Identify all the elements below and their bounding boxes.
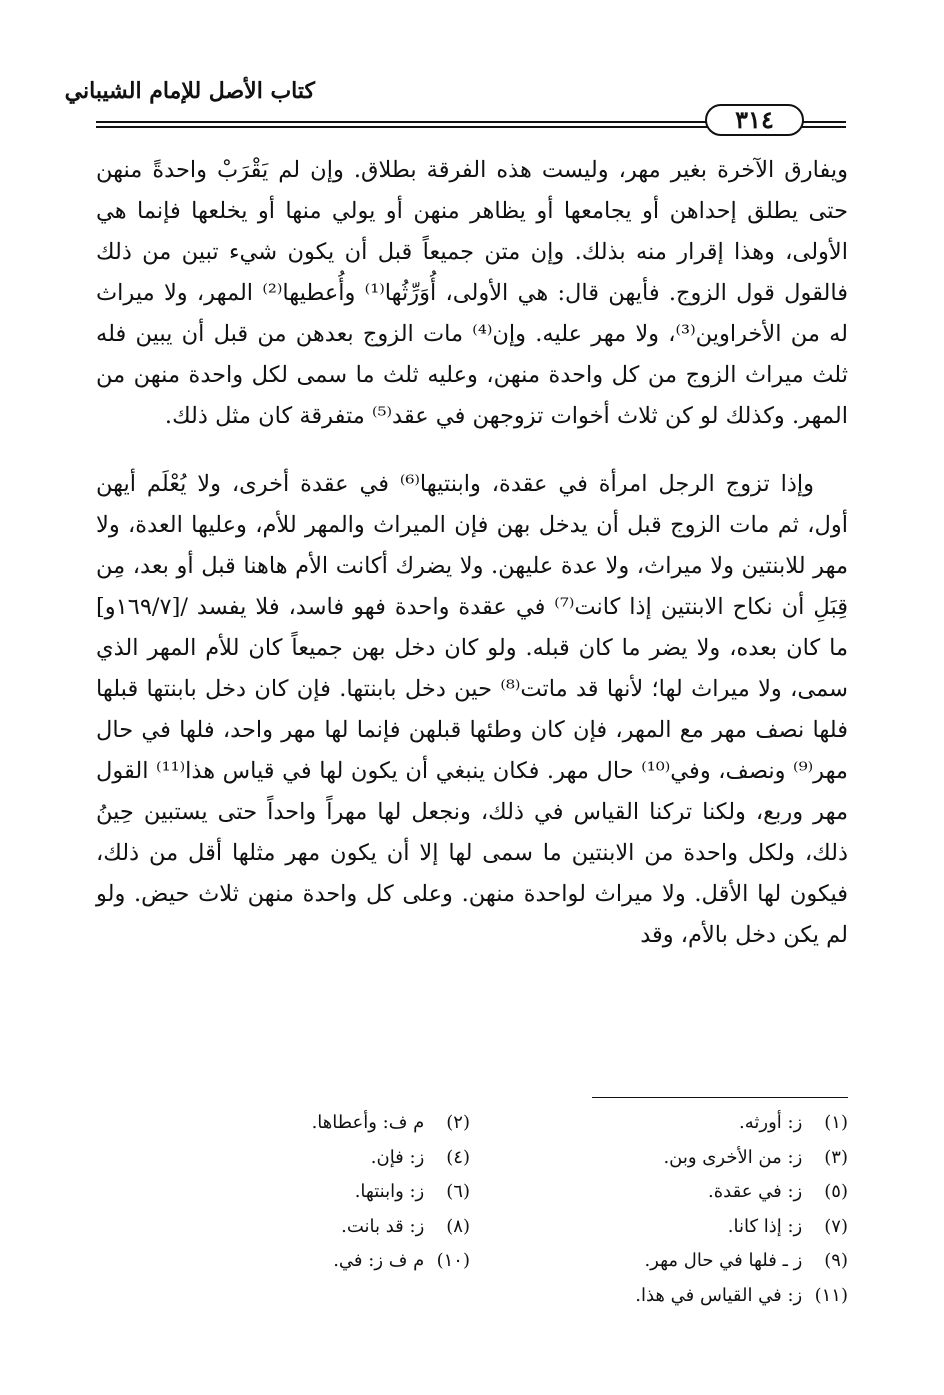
paragraph-1: ويفارق الآخرة بغير مهر، وليست هذه الفرقة بطلاق. وإن لم يَقْرَبْ واحدةً منهن حتى يطلق إحداهن أو يجامعها أو يظاهر منهن أو يولي منها أو يخلعها فإنما هي الأولى، وهذا إقرار منه بذلك. وإن متن جميعاً قبل أن يكون شيء تبين من ذلك فالقول قول الزوج. فأيهن قال: هي الأولى، أُوَرِّثُها⁽¹⁾ وأُعطيها⁽²⁾ المهر، ولا ميراث له من الأخراوين⁽³⁾، ولا مهر عليه. وإن⁽⁴⁾ مات الزوج بعدهن من قبل أن يبين فله ثلث ميراث الزوج من كل واحدة منهن، وعليه ثلث ما سمى لكل واحدة منهن من المهر. وكذلك لو كن ثلاث أخوات تزوجهن في عقد⁽⁵⁾ متفرقة كان مثل ذلك.: [96, 157, 848, 429]
footnote-10: (١٠) م ف ز: في.: [333, 1250, 470, 1271]
page-number-badge: ٣١٤: [705, 104, 804, 136]
footnote-separator: [592, 1097, 848, 1098]
main-text: [96, 150, 848, 956]
footnote-9: (٩) ز ـ فلها في حال مهر.: [644, 1250, 848, 1271]
running-header-title: كتاب الأصل للإمام الشيباني: [64, 78, 315, 104]
footnote-1: (١) ز: أورثه.: [739, 1112, 848, 1133]
footnote-6: (٦) ز: وابنتها.: [354, 1181, 470, 1202]
footnotes: [96, 1106, 848, 1313]
footnote-11: (١١) ز: في القياس في هذا.: [635, 1284, 848, 1306]
footnote-5: (٥) ز: في عقدة.: [708, 1181, 848, 1202]
footnote-4: (٤) ز: فإن.: [370, 1146, 470, 1168]
footnote-7: (٧) ز: إذا كانا.: [727, 1215, 848, 1237]
footnote-8: (٨) ز: قد بانت.: [341, 1215, 470, 1237]
paragraph-2: وإذا تزوج الرجل امرأة في عقدة، وابنتيها⁽⁶⁾ في عقدة أخرى، ولا يُعْلَم أيهن أول، ثم مات الزوج قبل أن يدخل بهن فإن الميراث والمهر للأم، وعليها العدة، ولا مهر للابنتين ولا ميراث، ولا عدة عليهن. ولا يضرك أكانت الأم هاهنا قبل أو بعد، مِن قِبَلِ أن نكاح الابنتين إذا كانت⁽⁷⁾ في عقدة واحدة فهو فاسد، فلا يفسد /[١٦٩/٧و] ما كان بعده، ولا يضر ما كان قبله. ولو كان دخل بهن جميعاً كان للأم المهر الذي سمى، ولا ميراث لها؛ لأنها قد ماتت⁽⁸⁾ حين دخل بابنتها. فإن كان دخل بابنتها قبلها فلها نصف مهر مع المهر، فإن كان وطئها قبلهن فإنما لها مهر واحد، فلها في حال مهر⁽⁹⁾ ونصف، وفي⁽¹⁰⁾ حال مهر. فكان ينبغي أن يكون لها في قياس هذا⁽¹¹⁾ القول مهر وربع، ولكنا تركنا القياس في ذلك، ونجعل لها مهراً واحداً حتى يستبين حِينُ ذلك، ولكل واحدة من الابنتين ما سمى لها إلا أن يكون مهر مثلها أقل من ذلك، فيكون لها الأقل. ولا ميراث لواحدة منهن. وعلى كل واحدة منهن ثلاث حيض. ولو لم يكن دخل بالأم، وقد: [96, 471, 848, 948]
footnote-2: (٢) م ف: وأعطاها.: [311, 1112, 470, 1133]
footnote-3: (٣) ز: من الأخرى وبن.: [663, 1146, 848, 1168]
